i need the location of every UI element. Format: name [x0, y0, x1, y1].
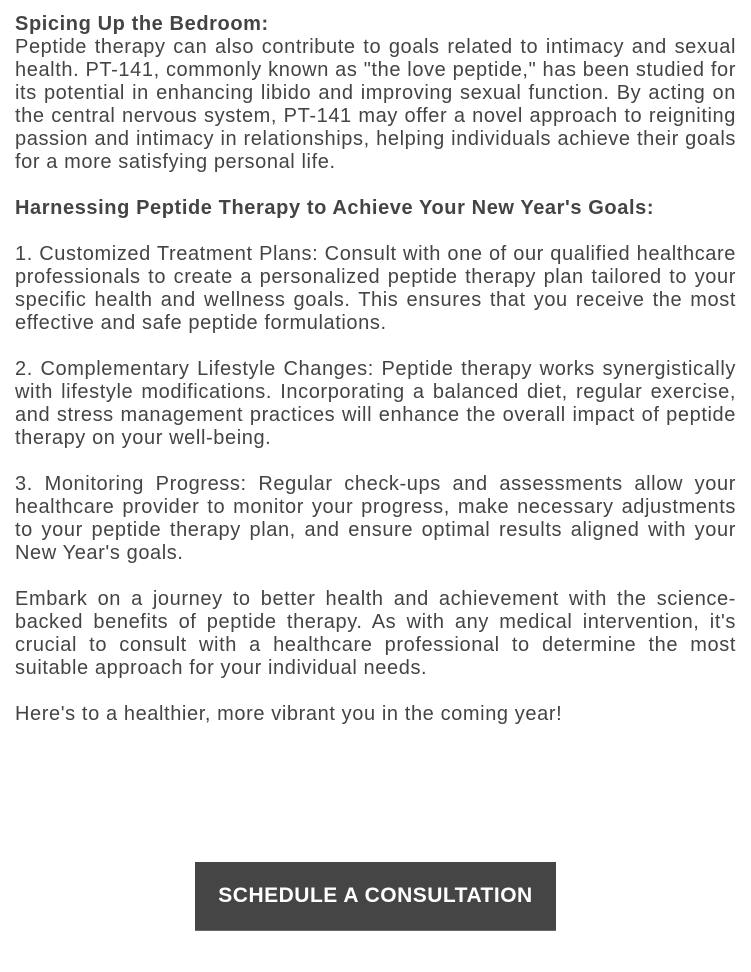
list-item-step-1: 1. Customized Treatment Plans: Consult with one of our qualified healthcare professionals to create a personalized peptide therapy plan tailored to your specific health and wellness goals. This ensures that you receive the most effective and safe peptide formulations.	[15, 243, 736, 334]
article-body	[15, 13, 736, 749]
paragraph-closing: Here's to a healthier, more vibrant you in the coming year!	[15, 703, 563, 725]
section-heading-bedroom: Spicing Up the Bedroom:	[15, 13, 269, 35]
paragraph-embark: Embark on a journey to better health and achievement with the science-backed benefits of peptide therapy. As with any medical intervention, it's crucial to consult with a healthcare professional to determine the most suitable approach for your individual needs.	[15, 588, 736, 679]
paragraph-bedroom: Peptide therapy can also contribute to goals related to intimacy and sexual health. PT-141, commonly known as "the love peptide," has been studied for its potential in enhancing libido and improving sexual function. By acting on the central nervous system, PT-141 may offer a novel approach to reigniting passion and intimacy in relationships, helping individuals achieve their goals for a more satisfying personal life.	[15, 36, 736, 173]
list-item-step-3: 3. Monitoring Progress: Regular check-ups and assessments allow your healthcare provider to monitor your progress, make necessary adjustments to your peptide therapy plan, and ensure optimal results aligned with your New Year's goals.	[15, 473, 736, 564]
schedule-consultation-button[interactable]: SCHEDULE A CONSULTATION	[195, 862, 556, 931]
section-harnessing	[15, 197, 736, 220]
section-heading-harnessing: Harnessing Peptide Therapy to Achieve Your New Year's Goals:	[15, 197, 655, 219]
list-item-step-2: 2. Complementary Lifestyle Changes: Peptide therapy works synergistically with lifestyle modifications. Incorporating a balanced diet, regular exercise, and stress management practices will enhance the overall impact of peptide therapy on your well-being.	[15, 358, 736, 449]
section-bedroom	[15, 13, 736, 174]
